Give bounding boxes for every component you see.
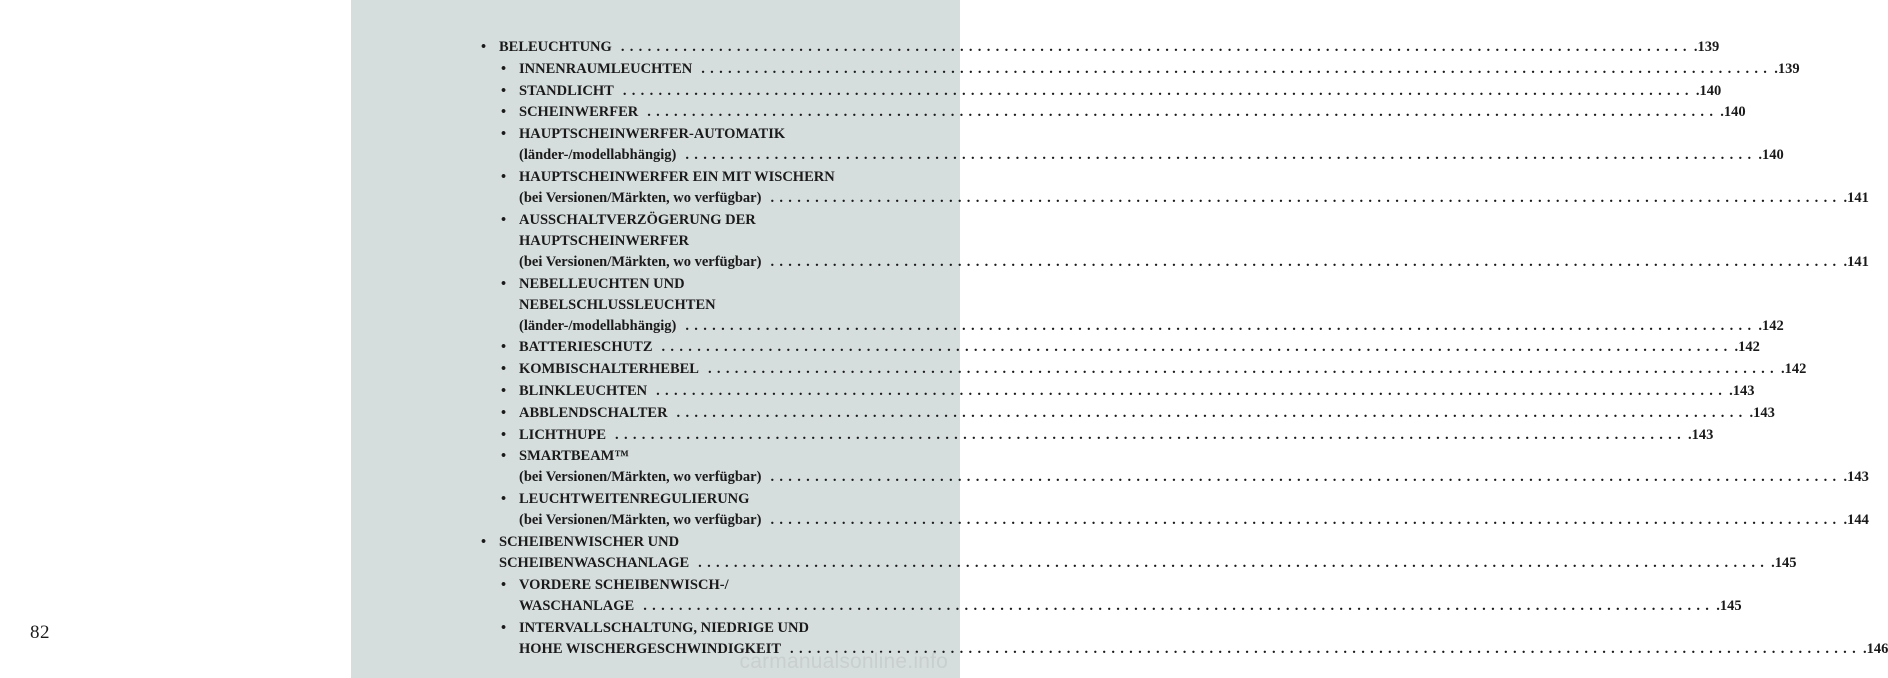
toc-entry[interactable]: [501, 167, 1869, 209]
toc-entry[interactable]: [501, 575, 1742, 617]
toc-entry-line: [501, 446, 893, 467]
leader-dots: ........................................................................................................................: [685, 317, 1757, 334]
toc-entry-line: [501, 124, 893, 145]
bullet-icon: •: [501, 448, 507, 465]
toc-page-ref: .142: [1734, 339, 1760, 356]
bullet-icon: •: [501, 275, 507, 292]
toc-entry-last-line: [501, 102, 1746, 123]
toc-entry-title: HAUPTSCHEINWERFER-AUTOMATIK: [519, 126, 786, 143]
leader-dots: ........................................................................................................................: [701, 60, 1773, 77]
leader-dots: ........................................................................................................................: [661, 339, 1733, 356]
toc-entry-last-line: [501, 81, 1722, 102]
toc-page-ref: .146: [1863, 640, 1888, 657]
leader-dots: ........................................................................................................................: [770, 469, 1842, 486]
toc-entry[interactable]: [501, 337, 1760, 358]
toc-entry-line: [519, 295, 893, 316]
bullet-icon: •: [481, 534, 487, 550]
toc-panel: [351, 0, 1888, 678]
toc-entry-last-line: [519, 467, 1869, 488]
toc-entry-title: (bei Versionen/Märkten, wo verfügbar): [519, 190, 762, 206]
toc-entry-title: SMARTBEAM™: [519, 448, 629, 465]
leader-dots: ........................................................................................................................: [770, 253, 1842, 270]
toc-page-ref: .143: [1688, 426, 1714, 443]
toc-entry[interactable]: [481, 37, 1720, 58]
toc-entry-last-line: [501, 59, 1800, 80]
toc-entry-last-line: [519, 145, 1784, 166]
toc-entry[interactable]: [501, 59, 1800, 80]
leader-dots: ........................................................................................................................: [647, 104, 1719, 121]
toc-entry[interactable]: [501, 102, 1746, 123]
toc-entry-last-line: [501, 337, 1760, 358]
toc-entry-title: SCHEINWERFER: [519, 104, 639, 121]
bullet-icon: •: [501, 404, 507, 421]
toc-entry-title: HAUPTSCHEINWERFER EIN MIT WISCHERN: [519, 169, 835, 185]
toc-page-ref: .142: [1780, 361, 1807, 378]
toc-page-ref: .140: [1695, 82, 1722, 99]
toc-entry-title: VORDERE SCHEIBENWISCH-/: [519, 576, 729, 593]
toc-entry-title: LEUCHTWEITENREGULIERUNG: [519, 491, 750, 508]
toc-entry-title: SCHEIBENWASCHANLAGE: [499, 555, 690, 571]
toc-entry-line: [501, 575, 893, 596]
toc-entry-line: [501, 167, 893, 188]
toc-entry-last-line: [519, 596, 1742, 617]
leader-dots: ........................................................................................................................: [790, 640, 1862, 657]
leader-dots: ........................................................................................................................: [770, 190, 1842, 206]
toc-page-ref: .145: [1771, 555, 1797, 571]
toc-entry[interactable]: [501, 381, 1755, 402]
toc-entry-title: BLINKLEUCHTEN: [519, 383, 648, 399]
toc-page-ref: .141: [1843, 190, 1869, 206]
bullet-icon: •: [501, 383, 507, 399]
leader-dots: ........................................................................................................................: [656, 383, 1728, 399]
bullet-icon: •: [501, 619, 507, 636]
toc-entry-line: [481, 532, 893, 553]
toc-page-ref: .144: [1843, 512, 1869, 529]
toc-entry-title: INNENRAUMLEUCHTEN: [519, 60, 693, 77]
toc-page-ref: .140: [1720, 104, 1746, 121]
bullet-icon: •: [501, 426, 507, 443]
toc-entry-title: HAUPTSCHEINWERFER: [519, 232, 689, 249]
toc-entry-last-line: [519, 252, 1869, 273]
bullet-icon: •: [501, 211, 507, 228]
leader-dots: ........................................................................................................................: [622, 82, 1694, 99]
toc-page-ref: .141: [1843, 253, 1869, 270]
bullet-icon: •: [501, 361, 507, 378]
bullet-icon: •: [501, 104, 507, 121]
toc-entry[interactable]: [501, 489, 1869, 531]
watermark: carmanualsonline.info: [739, 650, 948, 673]
toc-page-ref: .139: [1774, 60, 1800, 77]
toc-entry-last-line: [501, 403, 1775, 424]
toc-entry-line: [501, 210, 893, 231]
leader-dots: ........................................................................................................................: [620, 39, 1692, 55]
toc-entry[interactable]: [501, 210, 1869, 273]
toc-entry[interactable]: [501, 274, 1784, 337]
toc-entry-last-line: [519, 510, 1869, 531]
toc-page-ref: .140: [1758, 147, 1784, 164]
toc-entry-title: SCHEIBENWISCHER UND: [499, 534, 680, 550]
toc-entry-line: [501, 618, 893, 639]
toc-page-ref: .143: [1843, 469, 1869, 486]
toc-entry-title: KOMBISCHALTERHEBEL: [519, 361, 699, 378]
toc-entry-title: BELEUCHTUNG: [499, 39, 612, 55]
toc-entry-title: (bei Versionen/Märkten, wo verfügbar): [519, 253, 762, 270]
toc-entry-title: AUSSCHALTVERZÖGERUNG DER: [519, 211, 756, 228]
toc-page-ref: .139: [1693, 39, 1720, 55]
toc-entry-last-line: [499, 553, 1797, 574]
toc-entry-title: (länder-/modellabhängig): [519, 317, 677, 334]
toc-entry-line: [519, 231, 893, 252]
leader-dots: ........................................................................................................................: [685, 147, 1757, 164]
toc-entry-last-line: [501, 359, 1807, 380]
leader-dots: ........................................................................................................................: [643, 597, 1715, 614]
toc-entry-title: (bei Versionen/Märkten, wo verfügbar): [519, 469, 762, 486]
toc-entry-title: WASCHANLAGE: [519, 597, 635, 614]
table-of-contents: [351, 0, 1888, 678]
toc-entry-title: NEBELSCHLUSSLEUCHTEN: [519, 296, 716, 313]
leader-dots: ........................................................................................................................: [770, 512, 1842, 529]
toc-entry[interactable]: [501, 425, 1714, 446]
toc-entry-title: LICHTHUPE: [519, 426, 607, 443]
toc-entry-title: HOHE WISCHERGESCHWINDIGKEIT: [519, 640, 782, 657]
toc-entry-line: [501, 274, 893, 295]
toc-entry[interactable]: [501, 446, 1869, 488]
toc-entry[interactable]: [501, 359, 1807, 380]
bullet-icon: •: [501, 339, 507, 356]
toc-entry-title: (bei Versionen/Märkten, wo verfügbar): [519, 512, 762, 529]
left-page-margin: [0, 0, 351, 678]
toc-page-ref: .143: [1749, 404, 1775, 421]
toc-entry-title: ABBLENDSCHALTER: [519, 404, 668, 421]
toc-entry-line: [501, 489, 893, 510]
bullet-icon: •: [501, 491, 507, 508]
toc-entry-title: NEBELLEUCHTEN UND: [519, 275, 685, 292]
toc-entry[interactable]: [501, 124, 1784, 166]
toc-entry-title: STANDLICHT: [519, 82, 614, 99]
bullet-icon: •: [501, 60, 507, 77]
toc-entry[interactable]: [501, 403, 1775, 424]
leader-dots: ........................................................................................................................: [698, 555, 1770, 571]
toc-entry-last-line: [481, 37, 1720, 58]
bullet-icon: •: [501, 576, 507, 593]
bullet-icon: •: [481, 39, 487, 55]
leader-dots: ........................................................................................................................: [615, 426, 1687, 443]
toc-page-ref: .142: [1758, 317, 1784, 334]
toc-entry-last-line: [519, 316, 1784, 337]
toc-entry-last-line: [501, 425, 1714, 446]
toc-entry-title: (länder-/modellabhängig): [519, 147, 677, 164]
toc-entry-title: INTERVALLSCHALTUNG, NIEDRIGE UND: [519, 619, 809, 636]
toc-page-ref: .143: [1729, 383, 1755, 399]
bullet-icon: •: [501, 169, 507, 185]
bullet-icon: •: [501, 82, 507, 99]
toc-page-ref: .145: [1716, 597, 1742, 614]
leader-dots: ........................................................................................................................: [707, 361, 1779, 378]
leader-dots: ........................................................................................................................: [676, 404, 1748, 421]
bullet-icon: •: [501, 126, 507, 143]
toc-entry-last-line: [519, 188, 1869, 209]
page-number: 82: [30, 622, 50, 643]
toc-entry[interactable]: [501, 81, 1722, 102]
toc-entry[interactable]: [481, 532, 1797, 574]
toc-entry-last-line: [501, 381, 1755, 402]
toc-entry-title: BATTERIESCHUTZ: [519, 339, 653, 356]
